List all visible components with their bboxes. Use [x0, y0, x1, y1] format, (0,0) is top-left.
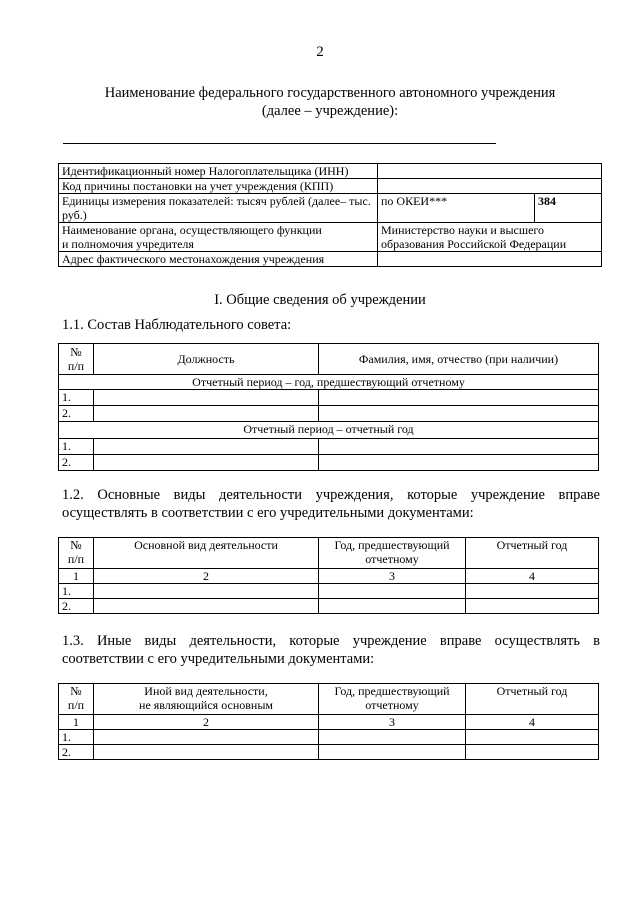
table-row: [59, 223, 602, 252]
table-row: [59, 584, 599, 599]
header-activity-line-1: Иной вид деятельности,: [144, 684, 268, 698]
table-header-row: [59, 684, 599, 715]
row-num: 1.: [59, 439, 94, 455]
inn-label: Идентификационный номер Налогоплательщика (ИНН): [59, 164, 378, 179]
cell: [94, 745, 319, 760]
section-title: I. Общие сведения об учреждении: [214, 292, 426, 308]
kpp-label: Код причины постановки на учет учреждения (КПП): [59, 179, 378, 194]
cell: [319, 439, 599, 455]
header-activity: [94, 684, 319, 715]
document-title: [60, 84, 600, 120]
main-activities-table: [58, 537, 599, 614]
title-line-1: Наименование федерального государственного автономного учреждения: [104, 85, 556, 101]
cell: [319, 390, 599, 406]
okei-label: по ОКЕИ***: [378, 194, 535, 223]
cell: [466, 745, 599, 760]
table-row: [59, 455, 599, 471]
institution-name-line: [63, 143, 496, 144]
page-number: 2: [316, 44, 324, 60]
period-current: Отчетный период – отчетный год: [59, 422, 599, 439]
cell: [94, 390, 319, 406]
cell: [94, 406, 319, 422]
table-header-row: [59, 344, 599, 375]
table-header-row: [59, 538, 599, 569]
cell: [319, 745, 466, 760]
period-previous: Отчетный период – год, предшествующий отчетному: [59, 375, 599, 390]
header-num: [59, 538, 94, 569]
institution-info-table: [58, 163, 602, 267]
founder-label-line-2: и полномочия учредителя: [62, 237, 194, 251]
header-num: [59, 684, 94, 715]
header-num-line-2: п/п: [67, 359, 85, 373]
cell: [94, 439, 319, 455]
address-value: [378, 252, 602, 267]
row-num: 2.: [59, 599, 94, 614]
address-label: Адрес фактического местонахождения учреждения: [59, 252, 378, 267]
cell: [94, 599, 319, 614]
cell: [319, 584, 466, 599]
header-report-year: Отчетный год: [466, 538, 599, 569]
header-activity: Основной вид деятельности: [94, 538, 319, 569]
cell: [319, 599, 466, 614]
table-row: [59, 390, 599, 406]
row-num: 1.: [59, 390, 94, 406]
header-activity-line-2: не являющийся основным: [139, 698, 273, 712]
col-number: 3: [319, 569, 466, 584]
header-num: [59, 344, 94, 375]
col-number: 1: [59, 715, 94, 730]
okei-code: 384: [535, 194, 602, 223]
row-num: 1.: [59, 584, 94, 599]
row-num: 1.: [59, 730, 94, 745]
other-activities-table: [58, 683, 599, 760]
founder-value: Министерство науки и высшего образования Российской Федерации: [378, 223, 602, 252]
table-row: [59, 164, 602, 179]
cell: [94, 730, 319, 745]
header-prev-year-line-1: Год, предшествующий: [334, 684, 450, 698]
cell: [319, 406, 599, 422]
cell: [319, 455, 599, 471]
table-row: [59, 730, 599, 745]
header-prev-year-line-2: отчетному: [365, 698, 419, 712]
cell: [466, 599, 599, 614]
header-num-line-2: п/п: [67, 552, 85, 566]
col-number: 1: [59, 569, 94, 584]
header-num-line-1: №: [70, 684, 82, 698]
table-row: [59, 194, 602, 223]
header-full-name: Фамилия, имя, отчество (при наличии): [319, 344, 599, 375]
founder-label: [59, 223, 378, 252]
table-row: [59, 745, 599, 760]
cell: [466, 584, 599, 599]
header-position: Должность: [94, 344, 319, 375]
column-number-row: [59, 569, 599, 584]
subsection-1-2-title: 1.2. Основные виды деятельности учреждения, которые учреждение вправе осуществлять в соответствии с его учредительными документами:: [62, 487, 600, 521]
units-label: Единицы измерения показателей: тысяч рублей (далее– тыс. руб.): [59, 194, 378, 223]
table-row: [59, 439, 599, 455]
period-row: [59, 375, 599, 390]
col-number: 4: [466, 569, 599, 584]
supervisory-board-table: [58, 343, 599, 471]
row-num: 2.: [59, 745, 94, 760]
column-number-row: [59, 715, 599, 730]
col-number: 4: [466, 715, 599, 730]
table-row: [59, 179, 602, 194]
cell: [94, 455, 319, 471]
row-num: 2.: [59, 406, 94, 422]
header-prev-year: [319, 538, 466, 569]
table-row: [59, 406, 599, 422]
title-line-2: (далее – учреждение):: [261, 103, 399, 119]
cell: [94, 584, 319, 599]
founder-label-line-1: Наименование органа, осуществляющего функции: [62, 223, 322, 237]
header-prev-year: [319, 684, 466, 715]
col-number: 3: [319, 715, 466, 730]
header-num-line-1: №: [70, 345, 82, 359]
col-number: 2: [94, 569, 319, 584]
row-num: 2.: [59, 455, 94, 471]
table-row: [59, 252, 602, 267]
table-row: [59, 599, 599, 614]
cell: [466, 730, 599, 745]
period-row: [59, 422, 599, 439]
header-prev-year-line-1: Год, предшествующий: [334, 538, 450, 552]
inn-value: [378, 164, 602, 179]
kpp-value: [378, 179, 602, 194]
col-number: 2: [94, 715, 319, 730]
header-report-year: Отчетный год: [466, 684, 599, 715]
subsection-1-1-title: 1.1. Состав Наблюдательного совета:: [62, 317, 292, 333]
header-prev-year-line-2: отчетному: [365, 552, 419, 566]
header-num-line-2: п/п: [67, 698, 85, 712]
cell: [319, 730, 466, 745]
subsection-1-3-title: 1.3. Иные виды деятельности, которые учреждение вправе осуществлять в соответствии с его учредительными документами:: [62, 633, 600, 667]
header-num-line-1: №: [70, 538, 82, 552]
